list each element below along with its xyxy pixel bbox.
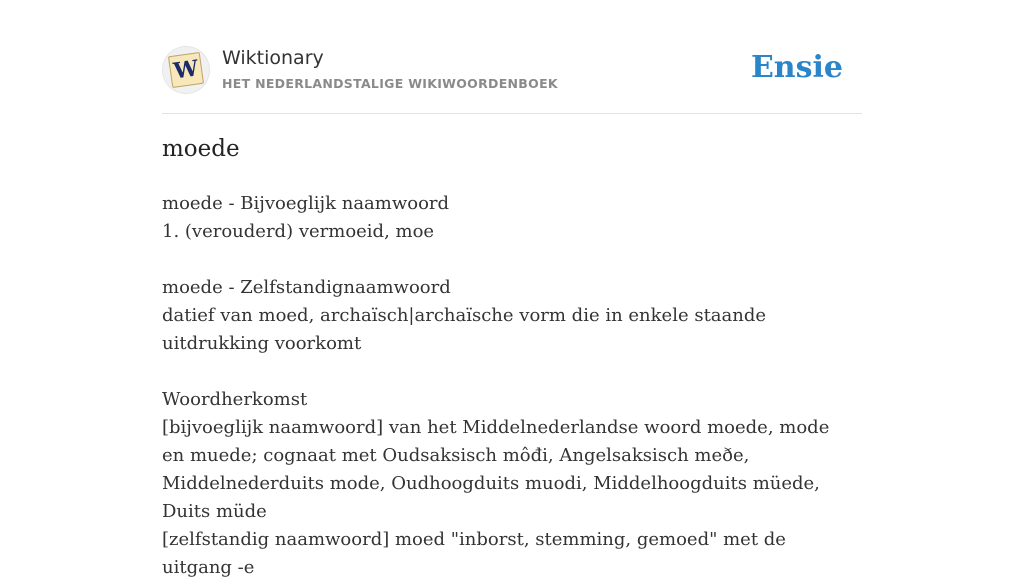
page-title: moede <box>162 136 240 162</box>
section-heading-noun: moede - Zelfstandignaamwoord <box>162 277 451 298</box>
definition-adjective: 1. (verouderd) vermoeid, moe <box>162 221 435 242</box>
site-subtitle: HET NEDERLANDSTALIGE WIKIWOORDENBOEK <box>222 76 558 91</box>
etymology-adjective: [bijvoeglijk naamwoord] van het Middelnederlandse woord moede, mode en muede; cognaat met Oudsaksisch môđi, Angelsaksisch meðe, Middelnederduits mode, Oudhoogduits muodi, Middelhoogduits müede, Duits müde <box>162 417 830 522</box>
wiktionary-logo[interactable] <box>162 46 210 94</box>
site-title[interactable]: Wiktionary <box>222 47 324 69</box>
site-header <box>162 46 862 96</box>
definition-noun: datief van moed, archaïsch|archaïsche vorm die in enkele staande uitdrukking voorkomt <box>162 305 767 354</box>
wiktionary-logo-icon: W <box>168 52 204 88</box>
section-heading-adjective: moede - Bijvoeglijk naamwoord <box>162 193 450 214</box>
definition-content <box>162 190 852 582</box>
blank-line <box>162 358 852 386</box>
section-heading-etymology: Woordherkomst <box>162 389 308 410</box>
header-divider <box>162 113 862 114</box>
etymology-noun: [zelfstandig naamwoord] moed "inborst, stemming, gemoed" met de uitgang -e <box>162 529 786 578</box>
blank-line <box>162 246 852 274</box>
ensie-brand-link[interactable]: Ensie <box>750 50 843 85</box>
